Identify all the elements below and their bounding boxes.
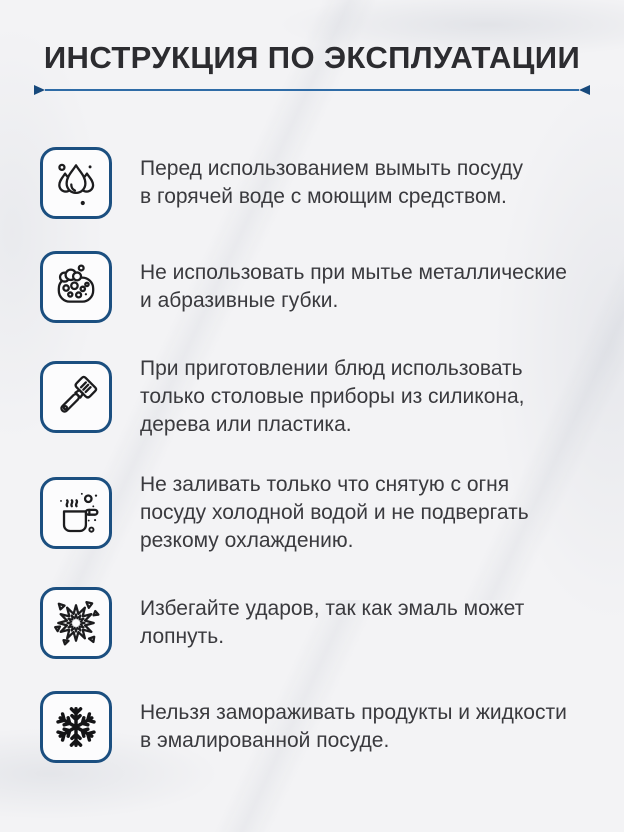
instruction-text bbox=[140, 259, 567, 315]
instruction-line: Избегайте ударов, так как эмаль может bbox=[140, 596, 525, 620]
instruction-line: только столовые приборы из силикона, bbox=[140, 384, 525, 408]
page-title: ИНСТРУКЦИЯ ПО ЭКСПЛУАТАЦИИ bbox=[43, 40, 581, 75]
instruction-text bbox=[140, 155, 523, 211]
steaming-pot-icon bbox=[40, 477, 112, 549]
spatula-icon bbox=[40, 361, 112, 433]
instruction-item-freezing bbox=[40, 691, 590, 763]
instruction-text bbox=[140, 355, 524, 439]
instruction-line: Перед использованием вымыть посуду bbox=[140, 156, 524, 180]
instruction-item-thermal-shock bbox=[40, 471, 590, 555]
instruction-text bbox=[140, 595, 524, 651]
instruction-line: При приготовлении блюд использовать bbox=[140, 356, 523, 380]
divider-right-arrow-icon bbox=[579, 85, 590, 95]
instruction-text bbox=[140, 471, 529, 555]
instruction-list bbox=[34, 147, 590, 763]
instruction-item-sponge bbox=[40, 251, 590, 323]
divider-left-arrow-icon bbox=[34, 85, 45, 95]
instruction-line: в горячей воде с моющим средством. bbox=[140, 184, 507, 208]
sponge-icon bbox=[40, 251, 112, 323]
snowflake-icon bbox=[40, 691, 112, 763]
instruction-item-wash bbox=[40, 147, 590, 219]
instruction-item-utensils bbox=[40, 355, 590, 439]
instruction-line: дерева или пластика. bbox=[140, 412, 352, 436]
instruction-line: резкому охлаждению. bbox=[140, 528, 354, 552]
title-underline bbox=[34, 85, 590, 95]
instruction-line: Нельзя замораживать продукты и жидкости bbox=[140, 700, 567, 724]
impact-burst-icon bbox=[40, 587, 112, 659]
instruction-line: посуду холодной водой и не подвергать bbox=[140, 500, 529, 524]
water-drops-icon bbox=[40, 147, 112, 219]
instruction-item-impact bbox=[40, 587, 590, 659]
instruction-line: Не использовать при мытье металлические bbox=[140, 260, 567, 284]
instruction-line: в эмалированной посуде. bbox=[140, 728, 390, 752]
instruction-line: Не заливать только что снятую с огня bbox=[140, 472, 510, 496]
instruction-line: и абразивные губки. bbox=[140, 288, 339, 312]
instruction-line: лопнуть. bbox=[140, 624, 225, 648]
instruction-text bbox=[140, 699, 567, 755]
